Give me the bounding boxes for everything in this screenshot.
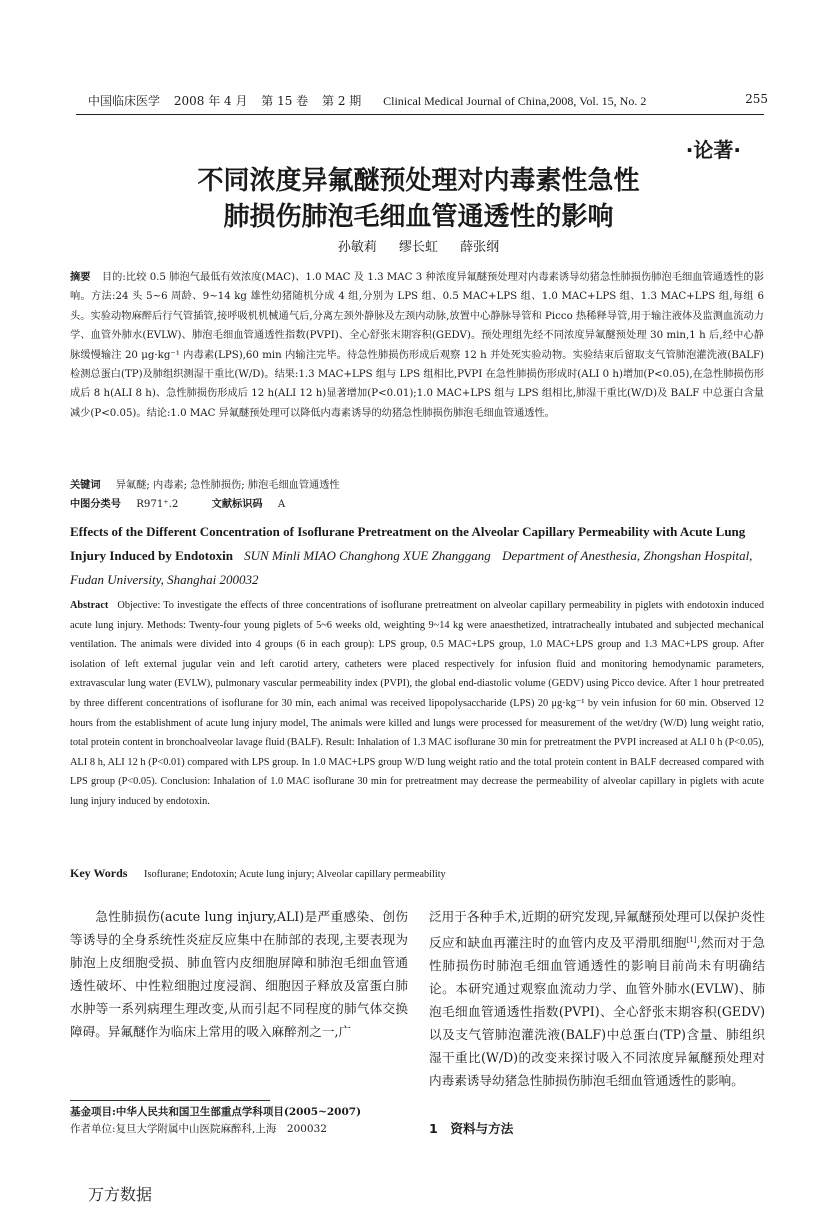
title-line-2: 肺损伤肺泡毛细血管通透性的影响 <box>223 202 614 232</box>
doc-code: A <box>277 499 286 510</box>
watermark-text: 万方数据 <box>88 1185 153 1204</box>
title-line-1: 不同浓度异氟醚预处理对内毒素性急性 <box>197 166 640 196</box>
section-heading-methods: 1 资料与方法 <box>429 1121 514 1136</box>
citation-ref: [1] <box>686 935 697 944</box>
authors: 孙敏莉 缪长虹 薛张纲 <box>337 240 500 255</box>
article-title <box>0 163 837 235</box>
abstract-label-cn: 摘要 <box>70 271 91 283</box>
doc-code-label: 文献标识码 <box>211 498 263 510</box>
english-title-text: Effects of the Different Concentration of Isoflurane Pretreatment on the Alveolar Capillary Permeability with Acute Lung Injury Induced by Endotoxin <box>70 524 746 563</box>
english-title <box>70 520 764 592</box>
body-column-right <box>429 906 765 1092</box>
footnote <box>70 1104 408 1138</box>
abstract-text-cn: 目的:比较 0.5 肺泡气最低有效浓度(MAC)、1.0 MAC 及 1.3 MAC 3 种浓度异氟醚预处理对内毒素诱导幼猪急性肺损伤肺泡毛细血管通透性的影响。方法:24 头 5~6 周龄、9~14 kg 雄性幼猪随机分成 4 组,分别为 LPS 组、0.5 MAC+LPS 组、1.0 MAC+LPS 组、1.3 MAC+LPS 组,每组 6 头。实验动物麻醉后行气管插管,接呼吸机机械通气后,分离左颈外静脉及左颈内动脉,放置中心静脉导管和 Picco 热稀释导管,用于输注液体及监测血流动力学、血管外肺水(EVLW)、肺泡毛细血管通透性指数(PVPI)、全心舒张末期容积(GEDV)。预处理组先经不同浓度异氟醚预处理 30 min,1 h 后,经中心静脉缓慢输注 20 μg·kg⁻¹ 内毒素(LPS),60 min 内输注完毕。待急性肺损伤形成后观察 12 h 并处死实验动物。实验结束后留取支气管肺泡灌洗液(BALF)检测总蛋白(TP)及肺组织测湿干重比(W/D)。结果:1.3 MAC+LPS 组与 LPS 组相比,PVPI 在急性肺损伤形成时(ALI 0 h)增加(P<0.05),在急性肺损伤形成后 8 h(ALI 8 h)、急性肺损伤形成后 12 h(ALI 12 h)显著增加(P<0.01);1.0 MAC+LPS 组与 LPS 组相比,肺湿干重比(W/D)及 BALF 中总蛋白含量减少(P<0.05)。结论:1.0 MAC 异氟醚预处理可以降低内毒素诱导的幼猪急性肺损伤肺泡毛细血管通透性。 <box>70 272 764 419</box>
chinese-abstract <box>70 268 764 423</box>
english-abstract <box>70 596 764 812</box>
issue-cn: 第 2 期 <box>322 94 362 108</box>
footnote-rule <box>70 1100 270 1101</box>
header-rule <box>76 114 764 115</box>
section-label: ·论著· <box>685 138 741 162</box>
classification-label: 中图分类号 <box>70 498 121 510</box>
unit-text: 复旦大学附属中山医院麻醉科,上海 200032 <box>115 1123 327 1135</box>
keywords-label-en: Key Words <box>70 866 128 880</box>
abstract-text-en: Objective: To investigate the effects of three concentrations of isoflurane pretreatment on alveolar capillary permeability in piglets with endotoxin induced acute lung injury. Methods: Twenty-four young piglets of 5~6 weeks old, weighting 9~14 kg were anaesthetized, intratracheally intubated and subjected mechanical ventilation. The animals were divided into 4 groups (6 in each group): LPS group, 0.5 MAC+LPS group, 1.0 MAC+LPS group and 1.3 MAC+LPS group. After isolation of left external jugular vein and left carotid artery, catheters were placed respectively for infusion fluid and monitoring hemodynamic parameters, extravascular lung water (EVLW), pulmonary vascular permeability index (PVPI), the global end-diastolic volume (GEDV) using Picco device. After 1 hour pretreated by three different concentrations of isoflurane for 30 min, each animal was received lipopolysaccharide (LPS) 20 μg·kg⁻¹ by vein infusion for 60 min. Observed 12 hours from the establishment of acute lung injury model, The animals were killed and lungs were processed for measurement of the wet/dry (W/D) lung weight ratio, total protein content in bronchoalveolar lavage fluid (BALF). Result: Inhalation of 1.3 MAC isoflurane 30 min for pretreatment the PVPI increased at ALI 0 h (P<0.05), ALI 8 h, ALI 12 h (P<0.01) compared with LPS group. In 1.0 MAC+LPS group W/D lung weight ratio and the total protein content in BALF decreased compared with LPS group (P<0.05). Conclusion: Inhalation of 1.0 MAC isoflurane 30 min for pretreatment may decrease the permeability of alveolar capillary in piglets with acute lung injury induced by endotoxin. <box>70 600 764 807</box>
classification <box>70 495 764 514</box>
intro-paragraph: 急性肺损伤(acute lung injury,ALI)是严重感染、创伤等诱导的全身系统性炎症反应集中在肺部的表现,主要表现为肺泡上皮细胞受损、肺血管内皮细胞屏障和肺泡毛细血管通透性破坏、中性粒细胞过度浸润、细胞因子释放及富蛋白肺水肿等一系列病理生理改变,从而引起不同程度的肺气体交换障碍。异氟醚作为临床上常用的吸入麻醉剂之一,广 <box>70 909 408 1039</box>
keywords-label-cn: 关键词 <box>70 479 101 491</box>
english-authors: SUN Minli MIAO Changhong XUE Zhanggang <box>244 548 491 563</box>
classification-value: R971⁺.2 <box>136 499 179 510</box>
intro-continued-b: ,然而对于急性肺损伤时肺泡毛细血管通透性的影响目前尚未有明确结论。本研究通过观察血流动力学、血管外肺水(EVLW)、肺泡毛细血管通透性指数(PVPI)、全心舒张末期容积(GEDV)以及支气管肺泡灌洗液(BALF)中总蛋白(TP)含量、肺组织湿干重比(W/D)的改变来探讨吸入不同浓度异氟醚预处理对内毒素诱导幼猪急性肺损伤肺泡毛细血管通透性的影响。 <box>429 935 765 1088</box>
header-left <box>88 92 656 109</box>
english-keywords <box>70 866 764 881</box>
fund-text: 中华人民共和国卫生部重点学科项目(2005~2007) <box>115 1106 362 1118</box>
abstract-label-en: Abstract <box>70 600 109 611</box>
intro-continued <box>429 906 765 1092</box>
keywords-en: Isoflurane; Endotoxin; Acute lung injury; Alveolar capillary permeability <box>144 869 446 880</box>
body-column-left <box>70 906 408 1043</box>
english-affiliation: Department of Anesthesia, Zhongshan Hospital, Fudan University, Shanghai 200032 <box>70 548 753 587</box>
journal-name-en: Clinical Medical Journal of China,2008, Vol. 15, No. 2 <box>383 94 647 108</box>
page-number: 255 <box>745 92 768 106</box>
unit-label: 作者单位: <box>70 1123 116 1135</box>
issue-date-cn: 2008 年 4 月 <box>173 94 248 108</box>
running-header <box>88 92 768 109</box>
keywords-cn: 异氟醚; 内毒素; 急性肺损伤; 肺泡毛细血管通透性 <box>115 480 340 491</box>
fund-label: 基金项目: <box>70 1106 116 1118</box>
volume-cn: 第 15 卷 <box>261 94 309 108</box>
journal-name-cn: 中国临床医学 <box>88 94 161 108</box>
chinese-keywords <box>70 476 764 514</box>
intro-continued-a: 泛用于各种手术,近期的研究发现,异氟醚预处理可以保护炎性反应和缺血再灌注时的血管内皮及平滑肌细胞 <box>429 909 765 951</box>
